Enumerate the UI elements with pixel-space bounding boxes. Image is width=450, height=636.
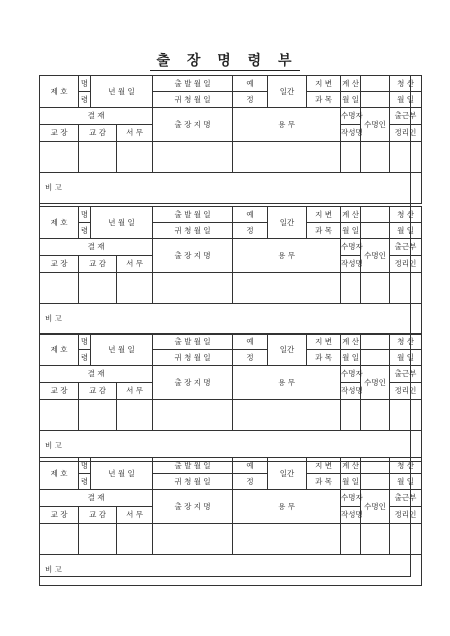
cheongsan-label: 청 산: [390, 207, 422, 223]
return-date-label: 귀 청 월 일: [153, 92, 233, 108]
writer-value-box: [341, 400, 361, 431]
clerk-label-bottom: 정리인: [390, 256, 422, 273]
jeong-label: 정: [233, 350, 268, 366]
gyesan-label: 계 산: [341, 207, 361, 223]
order-form-block: [39, 75, 417, 204]
vice-principal-sign-box: [79, 273, 117, 304]
myeong-label: 명: [79, 76, 91, 92]
writer-label-top: 수명자: [341, 108, 361, 125]
admin-sign-box: [117, 400, 153, 431]
clerk-label-bottom: 정리인: [390, 507, 422, 524]
depart-date-label: 출 발 월 일: [153, 458, 233, 474]
return-date-label: 귀 청 월 일: [153, 223, 233, 239]
order-form-table: [39, 206, 422, 335]
remarks-row: 비 고: [40, 431, 422, 462]
cheongsan-wolil-label: 월 일: [390, 474, 422, 490]
ryeong-label: 령: [79, 350, 91, 366]
jeong-label: 정: [233, 223, 268, 239]
principal-sign-box: [40, 142, 79, 173]
myeong-label: 명: [79, 207, 91, 223]
admin-sign-box: [117, 524, 153, 555]
ye-label: 예: [233, 76, 268, 92]
clerk-label-top: 출근부: [390, 108, 422, 125]
approval-header: 결 재: [40, 239, 153, 256]
remarks-row: 비 고: [40, 555, 422, 586]
order-form-block: [39, 457, 417, 586]
gyesan-label: 계 산: [341, 458, 361, 474]
days-label: 일간: [268, 207, 307, 239]
gyesan-label: 계 산: [341, 334, 361, 350]
cheongsan-wolil-label: 월 일: [390, 350, 422, 366]
receiver-seal-box: [361, 400, 390, 431]
gyesan-wolil-value: [361, 350, 390, 366]
days-label: 일간: [268, 334, 307, 366]
destination-header: 출 장 지 명: [153, 239, 233, 273]
purpose-value-box: [233, 273, 341, 304]
purpose-header: 용 무: [233, 366, 341, 400]
depart-date-label: 출 발 월 일: [153, 76, 233, 92]
approval-header: 결 재: [40, 490, 153, 507]
admin-sign-box: [117, 142, 153, 173]
number-cell: 제 호: [40, 76, 79, 108]
clerk-label-bottom: 정리인: [390, 125, 422, 142]
admin-label: 서 무: [117, 383, 153, 400]
vice-principal-label: 교 감: [79, 383, 117, 400]
ye-label: 예: [233, 334, 268, 350]
gwamok-label: 과 목: [307, 223, 341, 239]
clerk-label-bottom: 정리인: [390, 383, 422, 400]
cheongsan-wolil-label: 월 일: [390, 92, 422, 108]
days-label: 일간: [268, 458, 307, 490]
cheongsan-label: 청 산: [390, 458, 422, 474]
gyesan-value: [361, 334, 390, 350]
principal-label: 교 장: [40, 256, 79, 273]
receiver-seal-label: 수명인: [361, 239, 390, 273]
gyesan-label: 계 산: [341, 76, 361, 92]
gyesan-wolil-value: [361, 474, 390, 490]
return-date-label: 귀 청 월 일: [153, 350, 233, 366]
ryeong-label: 령: [79, 223, 91, 239]
admin-sign-box: [117, 273, 153, 304]
order-form-table: [39, 457, 422, 586]
jibyeon-label: 지 변: [307, 458, 341, 474]
admin-label: 서 무: [117, 507, 153, 524]
gwamok-label: 과 목: [307, 350, 341, 366]
gyesan-value: [361, 458, 390, 474]
gyesan-wolil-value: [361, 223, 390, 239]
number-cell: 제 호: [40, 334, 79, 366]
receiver-seal-label: 수명인: [361, 366, 390, 400]
clerk-sign-box: [390, 400, 422, 431]
destination-value-box: [153, 142, 233, 173]
cheongsan-label: 청 산: [390, 76, 422, 92]
vice-principal-label: 교 감: [79, 256, 117, 273]
writer-label-bottom: 작성명: [341, 256, 361, 273]
writer-label-bottom: 작성명: [341, 125, 361, 142]
ryeong-label: 령: [79, 474, 91, 490]
vice-principal-sign-box: [79, 400, 117, 431]
clerk-sign-box: [390, 524, 422, 555]
gyesan-wolil-value: [361, 92, 390, 108]
clerk-label-top: 출근부: [390, 239, 422, 256]
jibyeon-label: 지 변: [307, 334, 341, 350]
principal-sign-box: [40, 524, 79, 555]
order-form-table: [39, 333, 422, 462]
date-label: 년 월 일: [91, 76, 153, 108]
admin-label: 서 무: [117, 125, 153, 142]
principal-label: 교 장: [40, 125, 79, 142]
jibyeon-label: 지 변: [307, 76, 341, 92]
writer-label-bottom: 작성명: [341, 507, 361, 524]
depart-date-label: 출 발 월 일: [153, 207, 233, 223]
receiver-seal-box: [361, 524, 390, 555]
gwamok-label: 과 목: [307, 92, 341, 108]
depart-date-label: 출 발 월 일: [153, 334, 233, 350]
writer-label-bottom: 작성명: [341, 383, 361, 400]
gwamok-label: 과 목: [307, 474, 341, 490]
destination-header: 출 장 지 명: [153, 366, 233, 400]
order-form-block: [39, 333, 417, 462]
destination-value-box: [153, 273, 233, 304]
gyesan-wolil-label: 월 일: [341, 223, 361, 239]
date-label: 년 월 일: [91, 207, 153, 239]
clerk-sign-box: [390, 142, 422, 173]
receiver-seal-label: 수명인: [361, 490, 390, 524]
myeong-label: 명: [79, 334, 91, 350]
principal-sign-box: [40, 400, 79, 431]
gyesan-value: [361, 76, 390, 92]
gyesan-wolil-label: 월 일: [341, 350, 361, 366]
page-title: 출 장 명 령 부: [0, 50, 450, 70]
approval-header: 결 재: [40, 366, 153, 383]
ye-label: 예: [233, 207, 268, 223]
destination-value-box: [153, 400, 233, 431]
date-label: 년 월 일: [91, 458, 153, 490]
vice-principal-label: 교 감: [79, 507, 117, 524]
destination-header: 출 장 지 명: [153, 490, 233, 524]
cheongsan-label: 청 산: [390, 334, 422, 350]
number-cell: 제 호: [40, 207, 79, 239]
order-form-table: [39, 75, 422, 204]
writer-value-box: [341, 273, 361, 304]
cheongsan-wolil-label: 월 일: [390, 223, 422, 239]
purpose-value-box: [233, 400, 341, 431]
gyesan-value: [361, 207, 390, 223]
vice-principal-sign-box: [79, 142, 117, 173]
number-cell: 제 호: [40, 458, 79, 490]
purpose-value-box: [233, 524, 341, 555]
destination-header: 출 장 지 명: [153, 108, 233, 142]
writer-label-top: 수명자: [341, 490, 361, 507]
receiver-seal-box: [361, 142, 390, 173]
principal-sign-box: [40, 273, 79, 304]
remarks-row: 비 고: [40, 304, 422, 335]
vice-principal-label: 교 감: [79, 125, 117, 142]
gyesan-wolil-label: 월 일: [341, 92, 361, 108]
writer-value-box: [341, 142, 361, 173]
clerk-label-top: 출근부: [390, 366, 422, 383]
purpose-header: 용 무: [233, 490, 341, 524]
order-form-block: [39, 206, 417, 335]
destination-value-box: [153, 524, 233, 555]
admin-label: 서 무: [117, 256, 153, 273]
vice-principal-sign-box: [79, 524, 117, 555]
return-date-label: 귀 청 월 일: [153, 474, 233, 490]
clerk-sign-box: [390, 273, 422, 304]
date-label: 년 월 일: [91, 334, 153, 366]
writer-label-top: 수명자: [341, 239, 361, 256]
purpose-value-box: [233, 142, 341, 173]
myeong-label: 명: [79, 458, 91, 474]
receiver-seal-box: [361, 273, 390, 304]
remarks-row: 비 고: [40, 173, 422, 204]
approval-header: 결 재: [40, 108, 153, 125]
jeong-label: 정: [233, 92, 268, 108]
days-label: 일간: [268, 76, 307, 108]
principal-label: 교 장: [40, 507, 79, 524]
principal-label: 교 장: [40, 383, 79, 400]
writer-value-box: [341, 524, 361, 555]
purpose-header: 용 무: [233, 239, 341, 273]
ryeong-label: 령: [79, 92, 91, 108]
receiver-seal-label: 수명인: [361, 108, 390, 142]
purpose-header: 용 무: [233, 108, 341, 142]
jeong-label: 정: [233, 474, 268, 490]
gyesan-wolil-label: 월 일: [341, 474, 361, 490]
ye-label: 예: [233, 458, 268, 474]
writer-label-top: 수명자: [341, 366, 361, 383]
jibyeon-label: 지 변: [307, 207, 341, 223]
clerk-label-top: 출근부: [390, 490, 422, 507]
